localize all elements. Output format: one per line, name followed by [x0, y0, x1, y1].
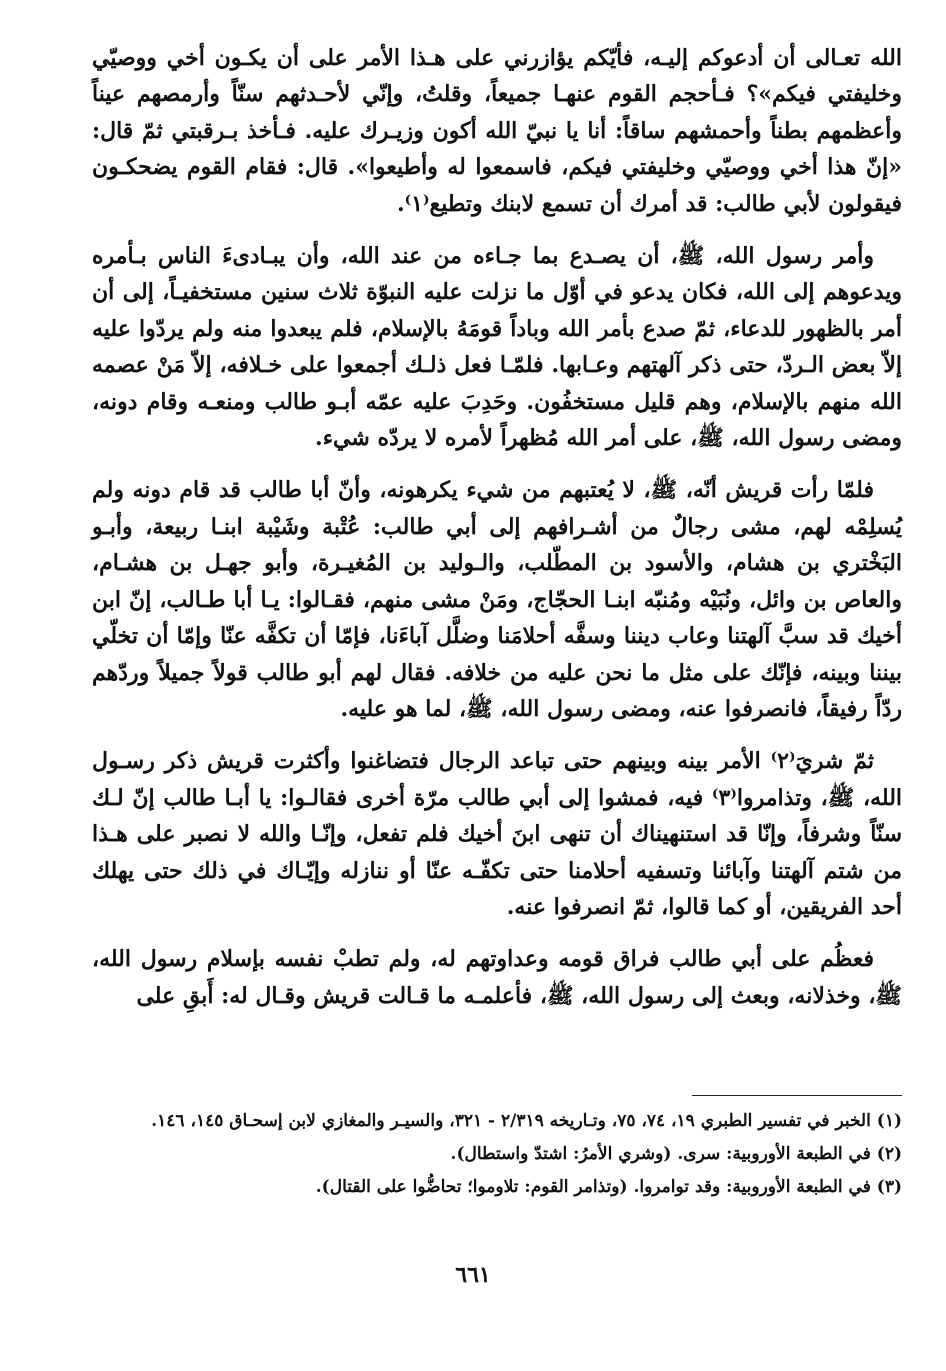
main-text: [92, 40, 902, 1014]
page-body: [92, 40, 902, 1014]
footnote-2: (٢) في الطبعة الأوروبية: سرى. (وشري الأمرُ: اشتدّ واستطال).: [450, 1144, 902, 1164]
footnote-1: (١) الخبر في تفسير الطبري ١٩، ٧٤، ٧٥، وتـاريخه ٢/٣١٩ - ٣٢١، والسيـر والمغازي لابن إسحـاق ١٤٥، ١٤٦.: [151, 1111, 902, 1131]
footnote-divider: [692, 1095, 902, 1096]
paragraph-1: الله تعـالى أن أدعوكم إليـه، فأيّكم يؤازرني على هـذا الأمر على أن يكـون أخي ووصيّي وخليفتي فيكم»؟ فـأحجم القوم عنهـا جميعاً، وقلتُ، وإنّي لأحـدثهم سنّاً وأرمصهم عيناً وأعظمهم بطناً وأحمشهم ساقاً: أنا يا نبيّ الله أكون وزيـرك عليه. فـأخذ بـرقبتي ثمّ قال: «إنّ هذا أخي ووصيّي وخليفتي فيكم، فاسمعوا له وأطيعوا». قال: فقام القوم يضحكـون فيقولون لأبي طالب: قد أمرك أن تسمع لابنك وتطيع⁽١⁾.: [92, 45, 902, 217]
page-number: ٦٦١: [455, 1262, 491, 1288]
footnote-3: (٣) في الطبعة الأوروبية: وقد توامروا. (وتذامر القوم: تلاوموا؛ تحاضُّوا على القتال).: [315, 1177, 902, 1197]
paragraph-5: فعظُم على أبي طالب فراق قومه وعداوتهم له، ولم تطبْ نفسه بإسلام رسول الله، ﷺ، وخذلانه، وبعث إلى رسول الله، ﷺ، فأعلمـه ما قـالت قريش وقـال له: أَبقِ على: [92, 946, 902, 1009]
paragraph-3: فلمّا رأت قريش أنّه، ﷺ، لا يُعتبهم من شيء يكرهونه، وأنّ أبا طالب قد قام دونه ولم يُسلِمْه لهم، مشى رجالٌ من أشـرافهم إلى أبي طالب: عُتْبة وشَيْبة ابنـا ربيعة، وأبـو البَخْتري بن هشام، والأسود بن المطّلب، والـوليد بن المُغيـرة، وأبو جهـل بن هشـام، والعاص بن وائل، ونُبَيْه ومُنبّه ابنـا الحجّاج، ومَنْ مشى منهم، فقـالوا: يـا أبا طـالب، إنّ ابن أخيك قد سبَّ آلهتنا وعاب ديننا وسفَّه أحلامَنا وضلَّل آباءَنا، فإمّا أن تكفَّه عنّا وإمّا أن تخلّي بيننا وبينه، فإنّك على مثل ما نحن عليه من خلافه. فقال لهم أبو طالب قولاً جميلاً وردّهم ردّاً رفيقاً، فانصرفوا عنه، ومضى رسول الله، ﷺ، لما هو عليه.: [92, 477, 902, 722]
paragraph-4: ثمّ شريَ⁽٢⁾ الأمر بينه وبينهم حتى تباعد الرجال فتضاغنوا وأكثرت قريش ذكر رسـول الله، ﷺ، وتذامروا⁽٣⁾ فيه، فمشوا إلى أبي طالب مرّة أخرى فقالـوا: يا أبـا طالب إنّ لـك سنّاً وشرفاً، وإنّا قد استنهيناك أن تنهى ابنَ أخيك فلم تفعل، وإنّـا والله لا نصبر على هـذا من شتم آلهتنا وآبائنا وتسفيه أحلامنا حتى تكفّـه عنّا أو ننازله وإيّـاك في ذلك حتى يهلك أحد الفريقين، أو كما قالوا، ثمّ انصرفوا عنه.: [92, 748, 903, 920]
paragraph-2: وأمر رسول الله، ﷺ، أن يصـدع بما جـاءه من عند الله، وأن يبـادىءَ الناس بـأمره ويدعوهم إلى الله، فكان يدعو في أوّل ما نزلت عليه النبوّة ثلاث سنين مستخفيـاً، إلى أن أمر بالظهور للدعاء، ثمّ صدع بأمر الله وباداً قومَهُ بالإسلام، فلم يبعدوا منه ولم يردّوا عليه إلاّ بعض الـردّ، حتى ذكر آلهتهم وعـابها. فلمّـا فعل ذلـك أجمعوا على خـلافه، إلاّ مَنْ عصمه الله منهم بالإسلام، وهم قليل مستخفُون. وحَدِبَ عليه عمّه أبـو طالب ومنعـه وقام دونه، ومضى رسول الله، ﷺ، على أمر الله مُظهراً لأمره لا يردّه شيء.: [92, 243, 902, 452]
footnotes: [92, 1108, 902, 1207]
